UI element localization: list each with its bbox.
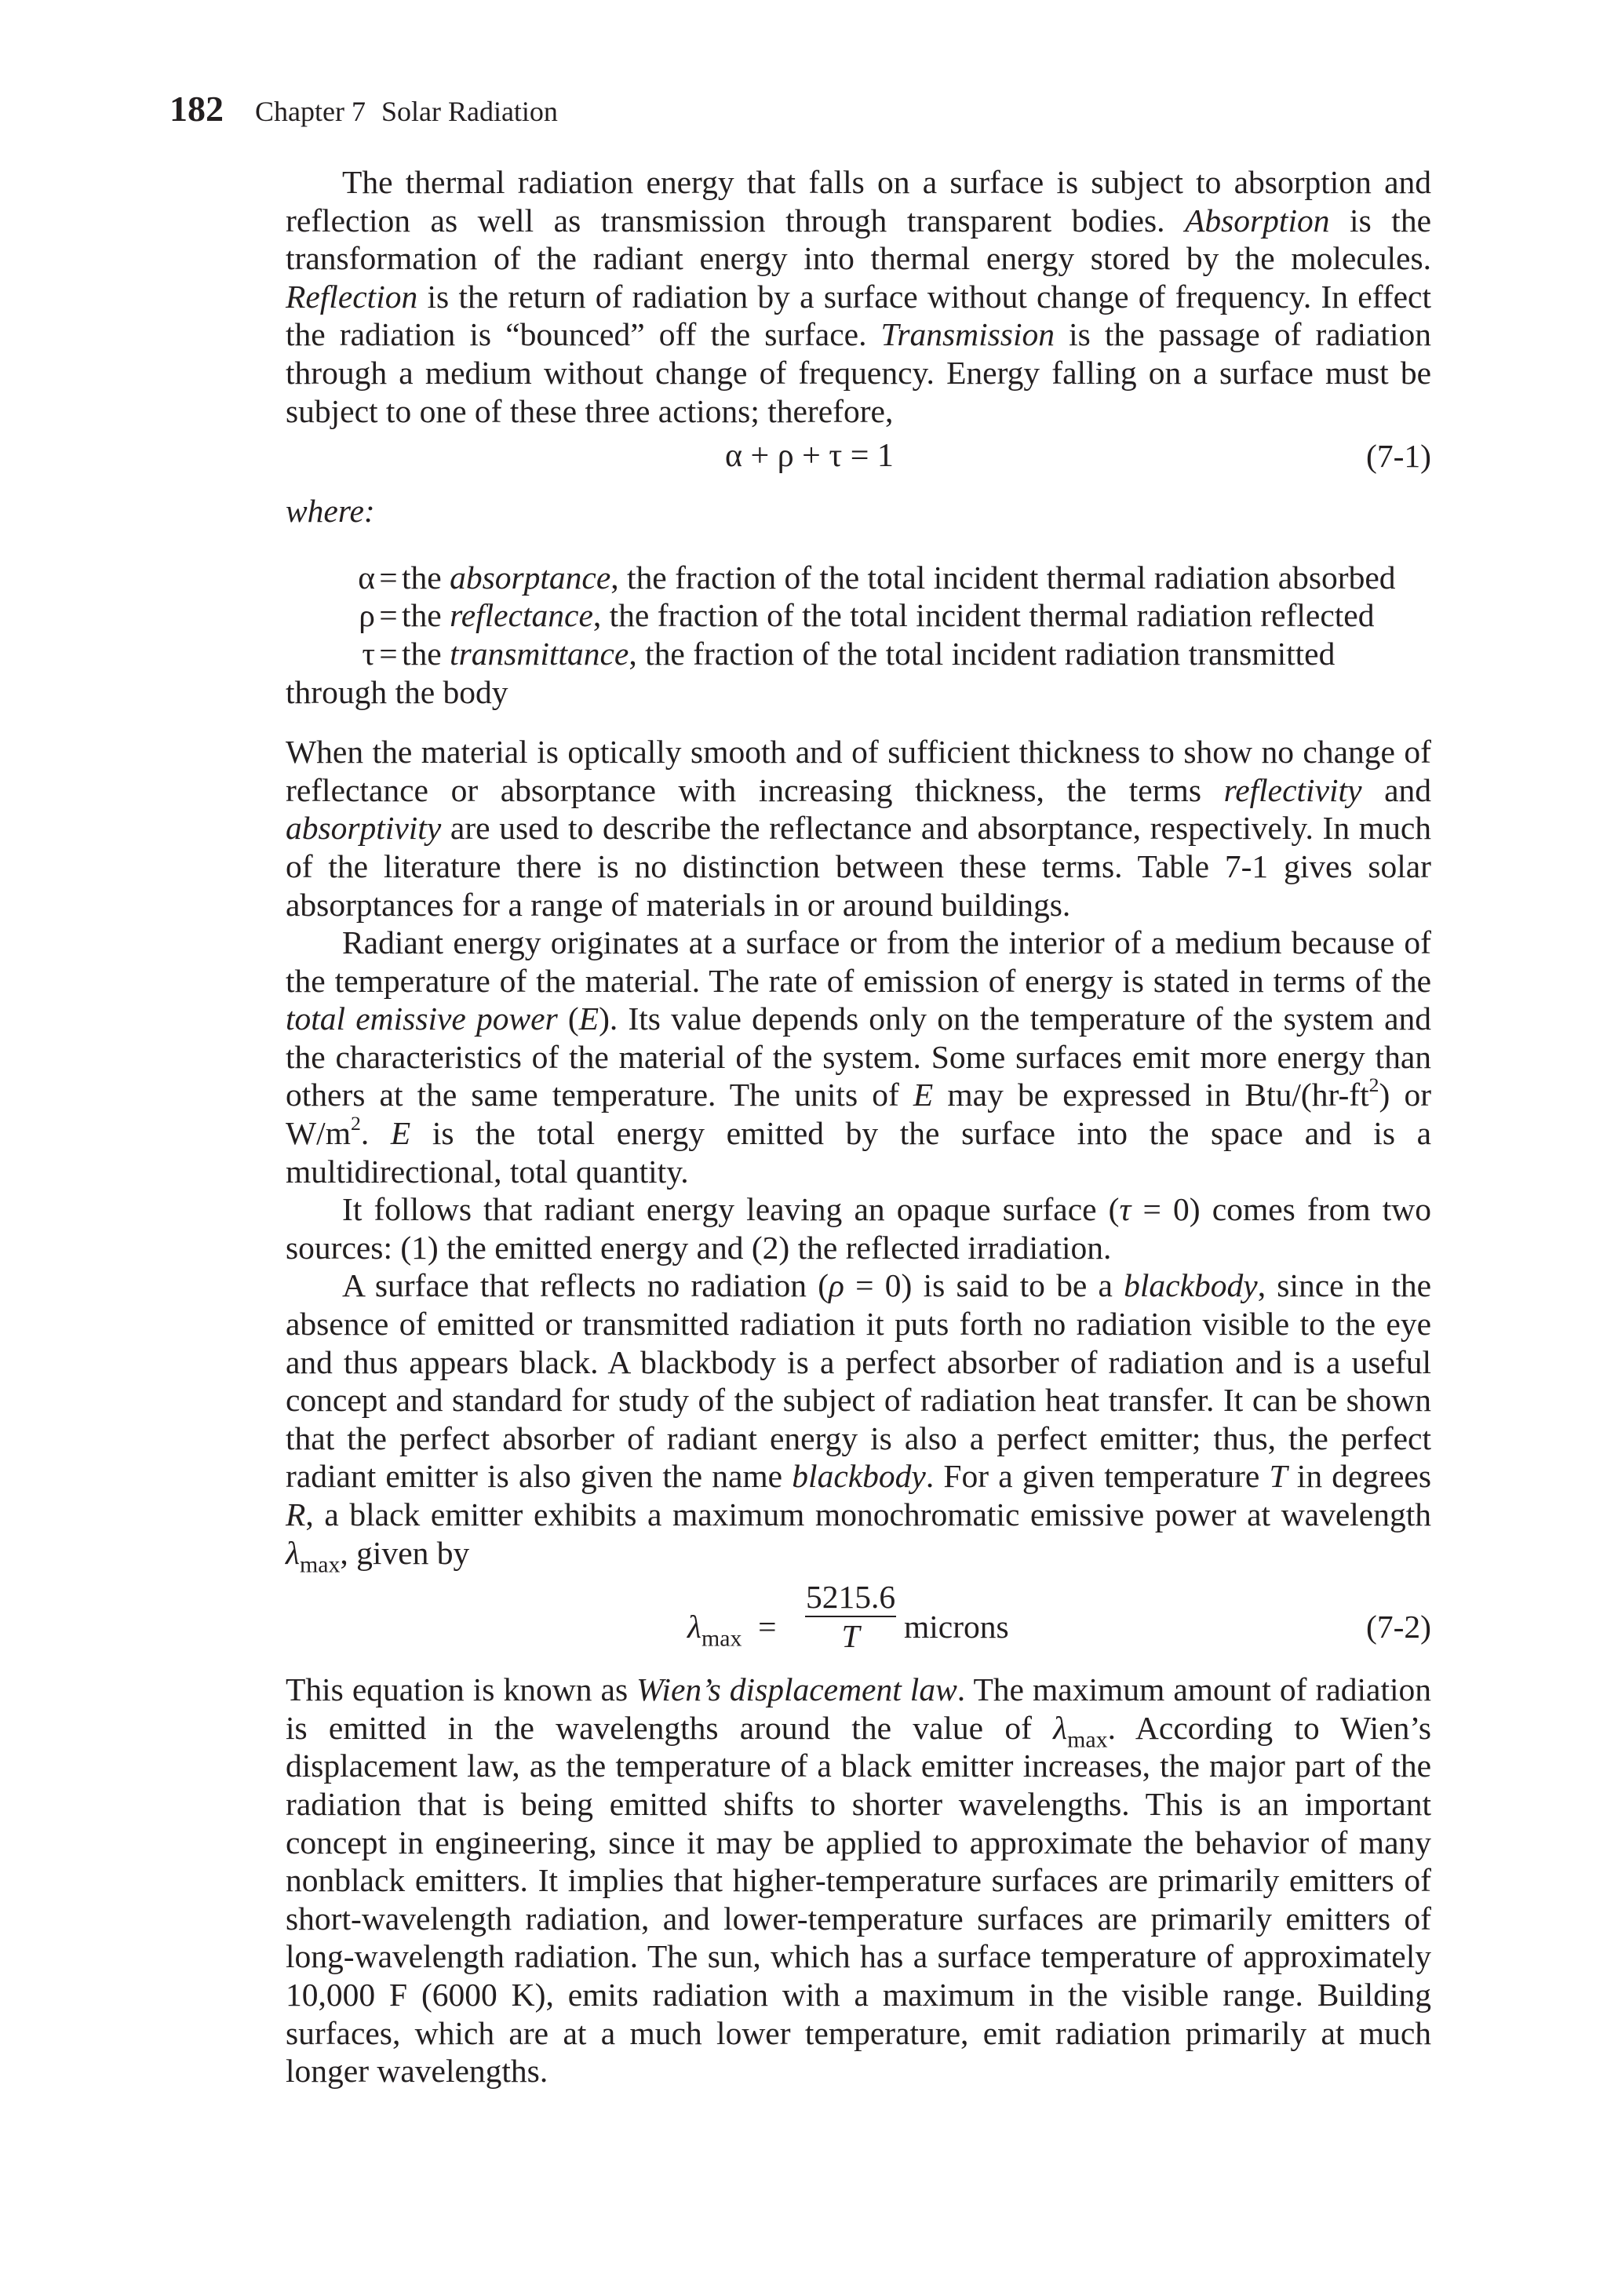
equation-7-1 bbox=[286, 437, 1431, 481]
equation-number: (7-1) bbox=[1366, 438, 1431, 475]
equation-lhs: $\lambda_{max}$ = bbox=[687, 1609, 777, 1652]
term-transmittance: transmittance bbox=[450, 635, 629, 672]
section-title: Solar Radiation bbox=[381, 96, 558, 127]
paragraph-blackbody: A surface that reflects no radiation (ρ = 0) is said to be a blackbody, since in the absence of emitted or transmitted radiation it puts forth no radiation visible to the eye and thus appears black. A blackbody is a perfect absorber of radiation and is a useful concept and standard for study of the subject of radiation heat transfer. It can be shown that the perfect absorber of radiant energy is also a perfect emitter; thus, the perfect radiant emitter is also given the name blackbody. For a given temperature T in degrees R, a black emitter exhibits a maximum monochromatic emissive power at wavelength $\lambda_{max}$, given by bbox=[286, 1267, 1432, 1578]
page-number: 182 bbox=[169, 89, 224, 129]
term-blackbody: blackbody bbox=[1124, 1267, 1258, 1304]
term-blackbody: blackbody bbox=[792, 1458, 926, 1495]
symbol-tau: τ bbox=[362, 635, 375, 672]
term-transmission: Transmission bbox=[880, 316, 1055, 353]
definition-tau-continuation: through the body bbox=[286, 673, 508, 710]
term-total-emissive-power: total emissive power bbox=[286, 1000, 558, 1037]
where-label: where: bbox=[286, 493, 375, 530]
term-absorptance: absorptance bbox=[450, 559, 611, 596]
paragraph-reflectivity: When the material is optically smooth and of sufficient thickness to show no change of reflectance or absorptance with increasing thickness, the terms reflectivity and absorptivity are used to describe the reflectance and absorptance, respectively. In much of the literature there is no distinction between these terms. Table 7-1 gives solar absorptances for a range of materials in or around buildings. bbox=[286, 734, 1432, 923]
definition-rho: ρ = the reflectance, the fraction of the total incident thermal radiation reflected bbox=[286, 596, 1431, 635]
paragraph-radiation-actions: The thermal radiation energy that falls on a surface is subject to absorption and reflection as well as transmission through transparent bodies. Absorption is the transformation of the radiant energy into thermal energy stored by the molecules. Reflection is the return of radiation by a surface without change of frequency. In effect the radiation is “bounced” off the surface. Transmission is the passage of radiation through a medium without change of frequency. Energy falling on a surface must be subject to one of these three actions; therefore, bbox=[286, 164, 1431, 429]
symbol-definitions bbox=[286, 559, 1431, 711]
term-reflectance: reflectance bbox=[450, 597, 593, 634]
definition-tau: τ = the transmittance, the fraction of the total incident radiation transmitted bbox=[286, 635, 1431, 673]
definition-alpha: α = the absorptance, the fraction of the total incident thermal radiation absorbed bbox=[286, 559, 1431, 597]
equation-number: (7-2) bbox=[1366, 1609, 1431, 1645]
paragraph-emissive-power: Radiant energy originates at a surface or from the interior of a medium because of the temperature of the material. The rate of emission of energy is stated in terms of the total emissive power (E). Its value depends only on the temperature of the system and the characteristics of the material of the system. Some surfaces emit more energy than others at the same temperature. The units of E may be expressed in Btu/$(hr-ft^2)$ or $W/m^2$. E is the total energy emitted by the surface into the space and is a multidirectional, total quantity. bbox=[286, 924, 1432, 1190]
term-wien-law: Wien’s displacement law bbox=[636, 1671, 957, 1708]
chapter-title bbox=[255, 96, 558, 127]
fraction-numerator: 5215.6 bbox=[805, 1578, 896, 1617]
equation-expression: α + ρ + τ = 1 bbox=[725, 438, 894, 475]
body-text bbox=[286, 163, 1431, 2090]
term-reflectivity: reflectivity bbox=[1223, 771, 1362, 808]
symbol-alpha: α bbox=[358, 559, 375, 596]
term-absorptivity: absorptivity bbox=[286, 810, 442, 847]
term-reflection: Reflection bbox=[286, 278, 418, 315]
term-absorption: Absorption bbox=[1185, 202, 1330, 239]
symbol-rho: ρ bbox=[359, 597, 375, 634]
paragraph-opaque-surface: It follows that radiant energy leaving an opaque surface (τ = 0) comes from two sources: (1) the emitted energy and (2) the reflected irradiation. bbox=[286, 1191, 1431, 1266]
paragraph-wien-law: This equation is known as Wien’s displacement law. The maximum amount of radiation is emitted in the wavelengths around the value of $\lambda_{max}$. According to Wien’s displacement law, as the temperature of a black emitter increases, the major part of the radiation that is being emitted shifts to shorter wavelengths. This is an important concept in engineering, since it may be applied to approximate the behavior of many nonblack emitters. It implies that higher-temperature surfaces are primarily emitters of short-wavelength radiation, and lower-temperature surfaces are primarily emitters of long-wavelength radiation. The sun, which has a surface temperature of approximately 10,000 F (6000 K), emits radiation with a maximum in the visible range. Building surfaces, which are at a much lower temperature, emit radiation primarily at much longer wavelengths. bbox=[286, 1671, 1432, 2090]
equation-7-2 bbox=[286, 1578, 1431, 1666]
fraction-denominator: T bbox=[841, 1618, 860, 1655]
equation-fraction bbox=[805, 1578, 896, 1655]
chapter-label: Chapter 7 bbox=[255, 96, 366, 127]
equation-unit: microns bbox=[904, 1609, 1009, 1645]
running-header bbox=[169, 88, 558, 135]
